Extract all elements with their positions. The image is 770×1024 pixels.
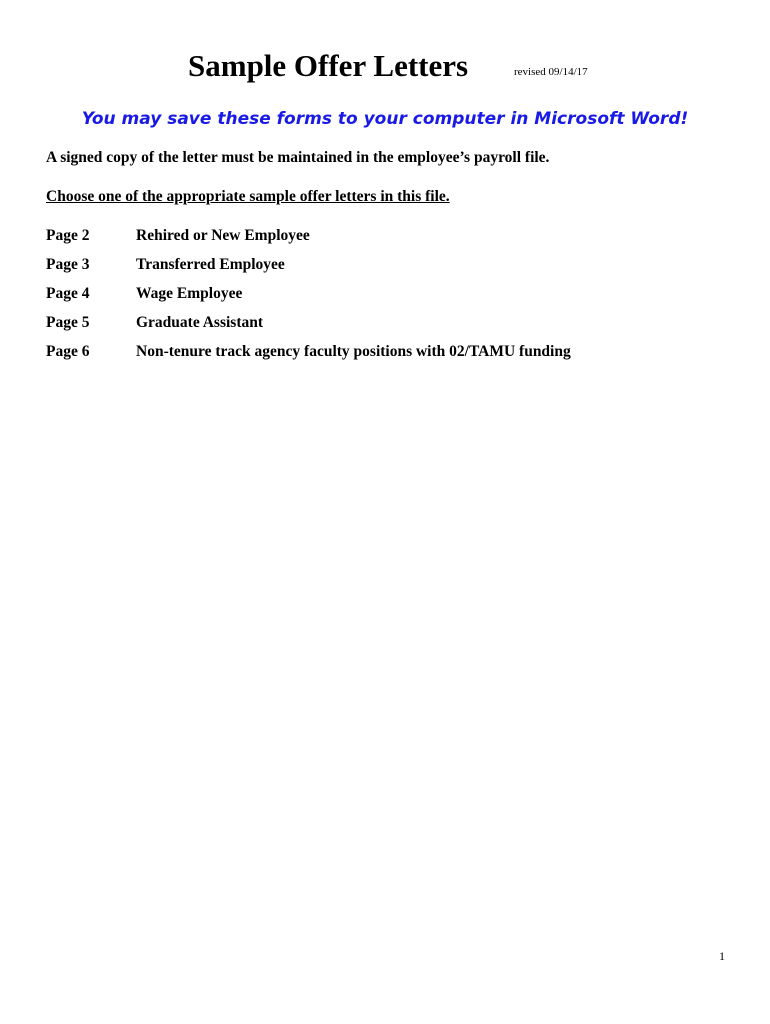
title-row: [0, 46, 770, 90]
save-forms-note: You may save these forms to your computer in Microsoft Word!: [81, 109, 689, 129]
revised-date: revised 09/14/17: [514, 66, 588, 78]
page-number-label: Page 5: [46, 314, 90, 331]
page-description: Non-tenure track agency faculty positions with 02/TAMU funding: [136, 343, 571, 360]
page-description: Rehired or New Employee: [136, 227, 310, 244]
page-description: Transferred Employee: [136, 256, 285, 273]
footer-page-number: 1: [719, 949, 725, 963]
page-number-label: Page 4: [46, 285, 90, 302]
page-title: Sample Offer Letters: [188, 48, 469, 83]
signed-copy-note: A signed copy of the letter must be maintained in the employee’s payroll file.: [46, 149, 550, 166]
page-description: Graduate Assistant: [136, 314, 264, 331]
page-number-label: Page 6: [46, 343, 90, 360]
page-number-label: Page 2: [46, 227, 90, 244]
page-number-label: Page 3: [46, 256, 90, 273]
page-description: Wage Employee: [136, 285, 243, 302]
choose-letter-note: Choose one of the appropriate sample offer letters in this file.: [46, 188, 450, 205]
